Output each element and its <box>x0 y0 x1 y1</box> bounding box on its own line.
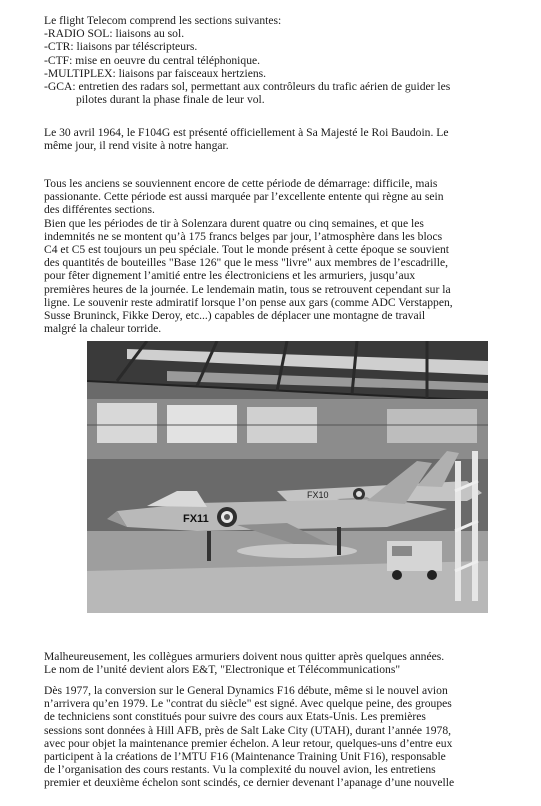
text-line: Susse Bruninck, Fikke Deroy, etc...) capables de déplacer une montagne de travail <box>44 309 426 323</box>
hangar-photo <box>87 341 488 613</box>
text-line: Dès 1977, la conversion sur le General Dynamics F16 débute, même si le nouvel avion <box>44 684 448 697</box>
telecom-sections <box>44 14 522 106</box>
section-item-gca: -GCA: entretien des radars sol, permettant aux contrôleurs du trafic aérien de guider les <box>44 80 451 94</box>
section-item-ctr: -CTR: liaisons par téléscripteurs. <box>44 40 198 54</box>
section-item-gca-continued: pilotes durant la phase finale de leur vol. <box>76 93 265 107</box>
text-line: des quantités de bouteilles "Base 126" que le mess "livre" aux membres de l’escadrille, <box>44 256 448 270</box>
text-line: pour fêter dignement l’amitié entre les électroniciens et les armuriers, jusqu’aux <box>44 269 416 283</box>
text-line: sessions sont données à Hill AFB, près de Salt Lake City (UTAH), durant l’année 1978, <box>44 723 452 737</box>
text-line: Le 30 avril 1964, le F104G est présenté officiellement à Sa Majesté le Roi Baudoin. Le <box>44 126 449 139</box>
text-line: passionante. Cette période est aussi marquée par l’excellente entente qui règne au sein <box>44 190 444 204</box>
section-item-multiplex: -MULTIPLEX: liaisons par faisceaux hertziens. <box>44 66 267 80</box>
section-item-radio-sol: -RADIO SOL: liaisons au sol. <box>44 27 185 41</box>
fx11-marking: FX11 <box>183 513 209 525</box>
section-item-ctf: -CTF: mise en oeuvre du central téléphonique. <box>44 53 261 67</box>
text-line: Malheureusement, les collègues armuriers doivent nous quitter après quelques années. <box>44 650 445 663</box>
text-line: même jour, il rend visite à notre hangar. <box>44 139 229 153</box>
text-line: indemnités ne se montent qu’à 175 francs belges par jour, l’atmosphère dans les blocs <box>44 229 443 243</box>
text-line: premier et deuxième échelon sont scindés, ce dernier devenant l’apanage d’une nouvelle <box>44 776 455 790</box>
paragraph-royal-visit <box>44 126 522 152</box>
text-line: ligne. Le souvenir reste admiratif lorsque l’on pense aux gars (comme ADC Verstappen, <box>44 295 453 309</box>
text-line: Tous les anciens se souviennent encore de cette période de démarrage: difficile, mais <box>44 177 438 190</box>
paragraph-f16-conversion <box>44 684 522 790</box>
text-line: avec pour objet la maintenance premier échelon. A leur retour, quelques-uns d’entre eux <box>44 736 453 750</box>
text-line: de techniciens sont constitués pour suivre des cours aux Etats-Unis. Les premières <box>44 710 426 724</box>
text-line: premières heures de la journée. Le lendemain matin, tous se retrouvent cependant sur la <box>44 282 451 296</box>
text-line: de l’organisation des cours restants. Vu la complexité du nouvel avion, les entretiens <box>44 763 436 777</box>
telecom-intro: Le flight Telecom comprend les sections suivantes: <box>44 14 282 27</box>
text-line: des différentes sections. <box>44 203 155 217</box>
text-line: Bien que les périodes de tir à Solenzara durent quatre ou cinq semaines, et que les <box>44 216 424 230</box>
text-line: Le nom de l’unité devient alors E&T, "Electronique et Télécommunications" <box>44 663 401 677</box>
text-line: n’arrivera qu’en 1979. Le "contrat du siècle" est signé. Avec quelque peine, des groupes <box>44 697 452 711</box>
text-line: C4 et C5 est toujours un peu spéciale. Tout le monde présent à cette époque se souvient <box>44 243 449 257</box>
text-line: participent à la créations de l’MTU F16 (Maintenance Training Unit F16), responsable <box>44 750 446 764</box>
hangar-photo-illustration <box>87 341 488 613</box>
fx10-marking: FX10 <box>307 490 329 500</box>
paragraph-early-period <box>44 177 522 335</box>
paragraph-armourers <box>44 650 522 676</box>
text-line: malgré la chaleur torride. <box>44 322 162 336</box>
